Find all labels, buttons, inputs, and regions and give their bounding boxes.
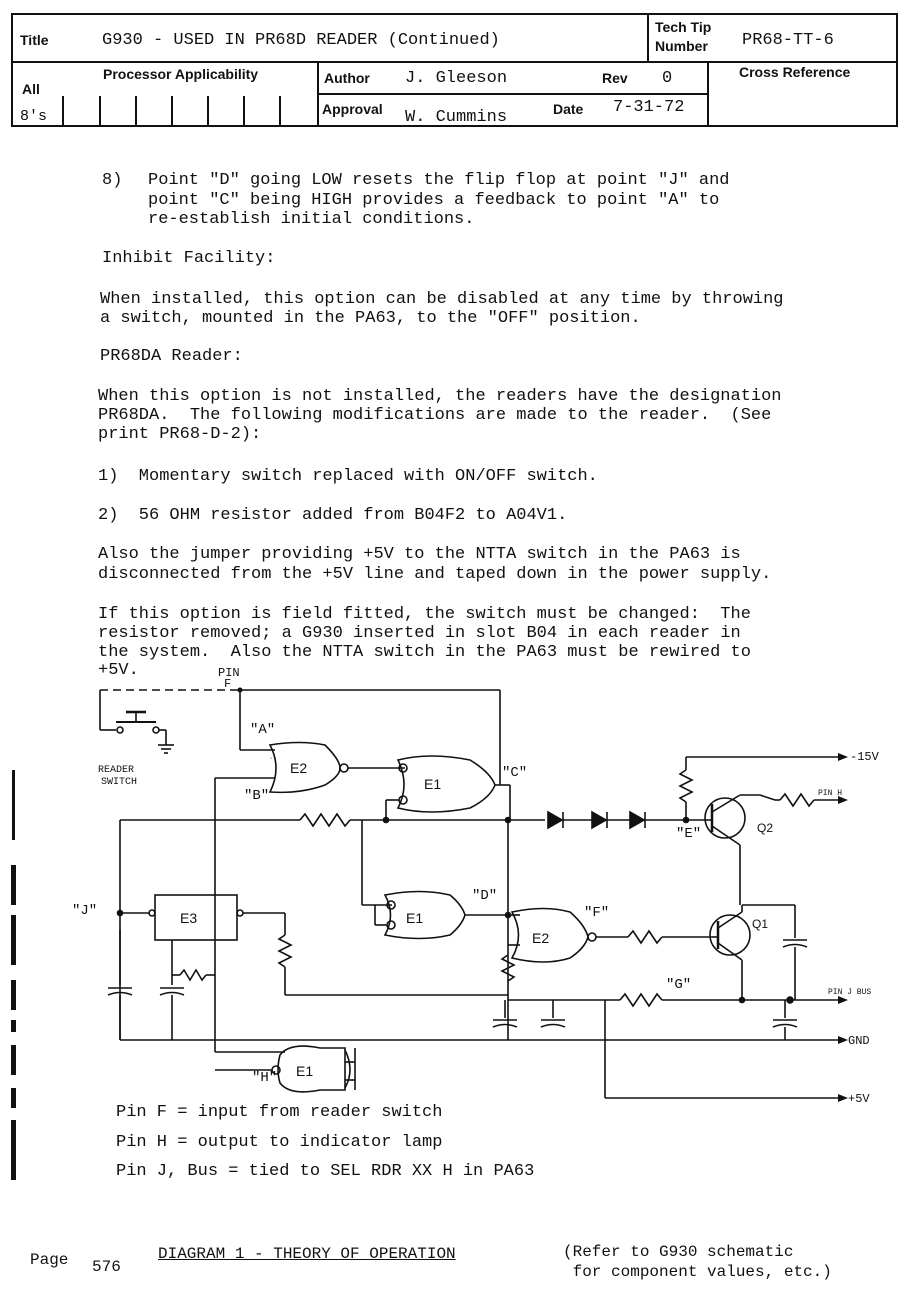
reader-line3: print PR68-D-2): <box>98 425 262 444</box>
transistor-q2 <box>705 795 745 845</box>
applicability-label: Processor Applicability <box>103 66 259 82</box>
gate-e1-mid <box>385 892 465 939</box>
modification-1: 1) Momentary switch replaced with ON/OFF switch. <box>98 467 598 486</box>
plus5v-label: +5V <box>848 1092 870 1106</box>
point-h-label: "H" <box>252 1070 278 1086</box>
gate-e1-top-label: E1 <box>424 776 442 792</box>
point-a-label: "A" <box>250 722 276 738</box>
title-label: Title <box>20 32 49 48</box>
q2-label: Q2 <box>757 821 774 835</box>
jumper-line1: Also the jumper providing +5V to the NTTA switch in the PA63 is <box>98 545 741 564</box>
refer-note-line2: for component values, etc.) <box>563 1263 832 1281</box>
title-value: G930 - USED IN PR68D READER (Continued) <box>102 31 500 50</box>
modification-2: 2) 56 OHM resistor added from B04F2 to A04V1. <box>98 506 568 525</box>
gate-e1-bottom-label: E1 <box>296 1063 314 1079</box>
point-e-label: "E" <box>676 826 702 842</box>
item8-line2: point "C" being HIGH provides a feedback to point "A" to <box>148 191 720 210</box>
minus15v-label: -15V <box>850 750 879 764</box>
date-label: Date <box>553 101 584 117</box>
eights-label: 8's <box>20 108 48 125</box>
item8-number: 8) <box>102 171 123 190</box>
approval-label: Approval <box>322 101 383 117</box>
note-pin-j-bus: Pin J, Bus = tied to SEL RDR XX H in PA63 <box>116 1162 535 1181</box>
point-b-label: "B" <box>244 788 270 804</box>
page-label: Page <box>30 1251 69 1269</box>
note-pin-f: Pin F = input from reader switch <box>116 1103 443 1122</box>
techtip-label-line1: Tech Tip <box>655 19 712 35</box>
pin-h-label: PIN H <box>818 789 843 798</box>
reader-switch-label-1: READER <box>98 765 135 776</box>
pin-f-label-bottom: F <box>224 677 232 691</box>
diagram-caption: DIAGRAM 1 - THEORY OF OPERATION <box>158 1245 456 1263</box>
gnd-label: GND <box>848 1034 870 1048</box>
inhibit-heading: Inhibit Facility: <box>102 249 276 268</box>
techtip-label-line2: Number <box>655 38 708 54</box>
reader-switch-label-2: SWITCH <box>101 777 138 788</box>
gate-e2-top <box>270 743 348 793</box>
point-f-label: "F" <box>584 905 610 921</box>
reader-switch-symbol <box>100 690 240 753</box>
item8-line1: Point "D" going LOW resets the flip flop at point "J" and <box>148 171 730 190</box>
q1-label: Q1 <box>752 917 769 931</box>
item8-line3: re-establish initial conditions. <box>148 210 475 229</box>
field-line1: If this option is field fitted, the switch must be changed: The <box>98 605 751 624</box>
schematic-diagram <box>0 665 913 1115</box>
reader-line1: When this option is not installed, the readers have the designation <box>98 387 782 406</box>
inhibit-line2: a switch, mounted in the PA63, to the "OFF" position. <box>100 309 641 328</box>
point-c-label: "C" <box>502 765 528 781</box>
field-line4: +5V. <box>98 661 139 680</box>
inhibit-line1: When installed, this option can be disabled at any time by throwing <box>100 290 784 309</box>
point-d-label: "D" <box>472 888 498 904</box>
author-value: J. Gleeson <box>405 69 508 88</box>
point-g-label: "G" <box>666 977 692 993</box>
pin-j-bus-label: PIN J BUS <box>828 988 872 997</box>
crossref-label: Cross Reference <box>739 64 851 80</box>
field-line3: the system. Also the NTTA switch in the PA63 must be rewired to <box>98 643 751 662</box>
point-j-label: "J" <box>72 903 98 919</box>
all-label: All <box>22 81 40 97</box>
transistor-q1 <box>710 912 750 960</box>
approval-value: W. Cummins <box>405 108 508 127</box>
date-value: 7-31-72 <box>613 98 685 117</box>
rev-value: 0 <box>662 69 673 88</box>
gate-e2-top-label: E2 <box>290 760 308 776</box>
gate-e1-top <box>398 756 495 812</box>
techtip-value: PR68-TT-6 <box>742 31 834 50</box>
page-number: 576 <box>92 1258 121 1276</box>
gate-e2-mid-label: E2 <box>532 930 550 946</box>
refer-note-line1: (Refer to G930 schematic <box>563 1243 794 1261</box>
gate-e1-mid-label: E1 <box>406 910 424 926</box>
gate-e3-label: E3 <box>180 910 198 926</box>
field-line2: resistor removed; a G930 inserted in slot B04 in each reader in <box>98 624 741 643</box>
rev-label: Rev <box>602 70 628 86</box>
author-label: Author <box>324 70 370 86</box>
reader-line2: PR68DA. The following modifications are made to the reader. (See <box>98 406 772 425</box>
jumper-line2: disconnected from the +5V line and taped down in the power supply. <box>98 565 772 584</box>
reader-heading: PR68DA Reader: <box>100 347 243 366</box>
pin-f-label-top: PIN <box>218 666 240 680</box>
note-pin-h: Pin H = output to indicator lamp <box>116 1133 443 1152</box>
